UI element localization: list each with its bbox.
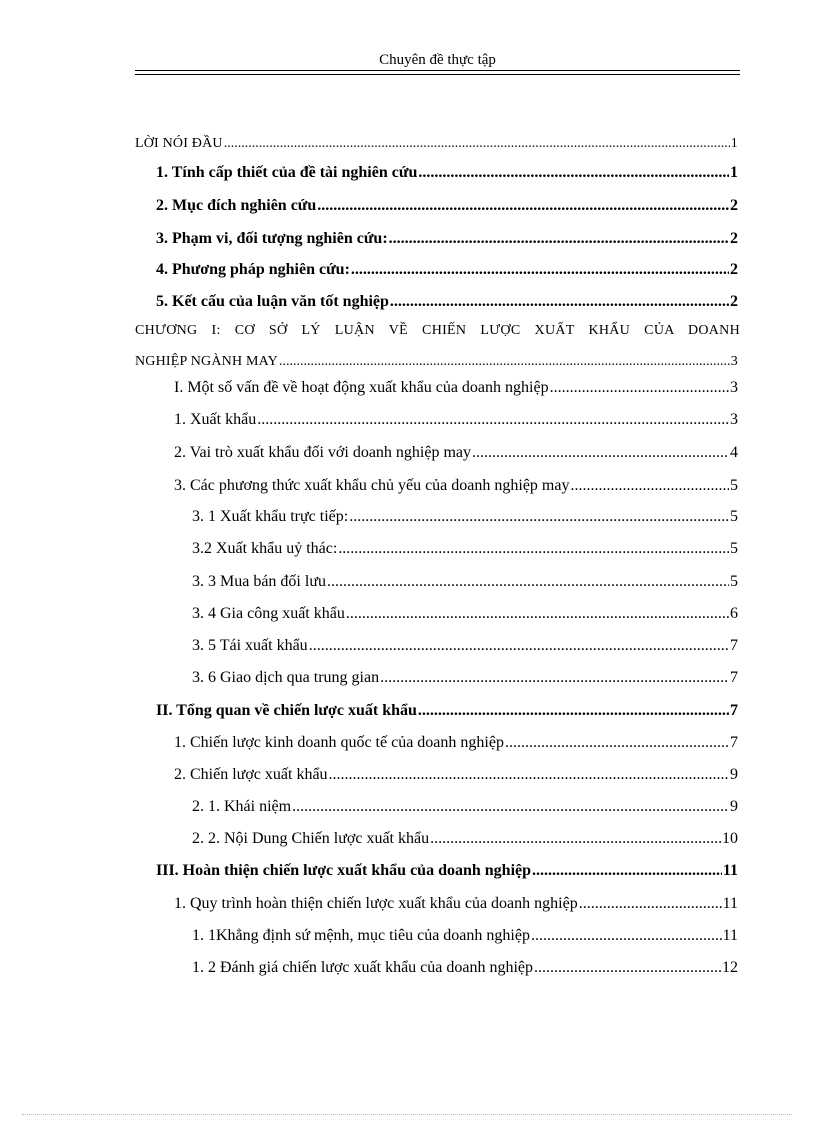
toc-leader-dots (380, 666, 729, 690)
toc-entry-page: 9 (730, 766, 738, 783)
toc-entry-page: 3 (730, 379, 738, 396)
toc-entry-title: 1. 1Khẳng định sứ mệnh, mục tiêu của doanh nghiệp (192, 927, 530, 944)
toc-leader-dots (346, 602, 729, 626)
toc-entry-title: 4. Phương pháp nghiên cứu: (156, 261, 350, 278)
toc-entry-title: 3. 3 Mua bán đối lưu (192, 573, 326, 590)
toc-entry-title: 5. Kết cấu của luận văn tốt nghiệp (156, 293, 389, 310)
toc-entry-page: 7 (730, 702, 738, 719)
toc-entry-1-3[interactable] (174, 474, 738, 498)
header-title: Chuyên đề thực tập (379, 52, 496, 68)
toc-entry-loi-noi-dau[interactable] (135, 132, 738, 156)
toc-leader-dots (329, 763, 729, 787)
toc-entry-page: 9 (730, 798, 738, 815)
toc-leader-dots (224, 132, 730, 156)
toc-entry-page: 7 (730, 637, 738, 654)
toc-entry-title: 1. Xuất khẩu (174, 411, 257, 428)
toc-entry-section-2[interactable] (156, 699, 738, 723)
toc-entry-title: II. Tổng quan về chiến lược xuất khẩu (156, 702, 417, 719)
toc-entry-page: 6 (730, 605, 738, 622)
toc-leader-dots (505, 731, 729, 755)
toc-entry-title: 1. 2 Đánh giá chiến lược xuất khẩu của doanh nghiệp (192, 959, 534, 976)
toc-entry-1-3-2[interactable] (192, 537, 738, 561)
toc-entry-title: LỜI NÓI ĐẦU (135, 136, 223, 151)
toc-leader-dots (349, 505, 729, 529)
toc-entry-title: 3. Các phương thức xuất khẩu chủ yếu của doanh nghiệp may (174, 477, 570, 494)
toc-entry-title: 2. Chiến lược xuất khẩu (174, 766, 328, 783)
toc-entry-page: 1 (730, 136, 738, 151)
toc-entry-title: 3. 4 Gia công xuất khẩu (192, 605, 345, 622)
toc-entry-page: 5 (730, 573, 738, 590)
toc-entry-page: 5 (730, 540, 738, 557)
toc-entry-title: 3. 5 Tái xuất khẩu (192, 637, 308, 654)
toc-entry-2-2[interactable] (174, 763, 738, 787)
toc-leader-dots (418, 699, 729, 723)
toc-entry-page: 12 (722, 959, 738, 976)
toc-entry-page: 11 (722, 862, 738, 879)
toc-leader-dots (472, 441, 729, 465)
toc-entry-title: 2. 2. Nội Dung Chiến lược xuất khẩu (192, 830, 430, 847)
toc-entry-1-3-6[interactable] (192, 666, 738, 690)
toc-entry-section-3[interactable] (156, 859, 738, 883)
toc-entry-page: 4 (730, 444, 738, 461)
toc-entry-title: 2. Mục đích nghiên cứu (156, 197, 317, 214)
toc-leader-dots (570, 474, 729, 498)
toc-leader-dots (579, 892, 722, 916)
toc-entry-title: 3.2 Xuất khẩu uỷ thác: (192, 540, 338, 557)
toc-entry-title: 3. 6 Giao dịch qua trung gian (192, 669, 380, 686)
toc-entry-page: 11 (722, 895, 738, 912)
toc-entry-1-1[interactable] (174, 408, 738, 432)
toc-leader-dots (532, 859, 722, 883)
toc-entry-intro-2[interactable] (156, 194, 738, 218)
toc-entry-intro-3[interactable] (156, 227, 738, 251)
toc-entry-intro-4[interactable] (156, 258, 738, 282)
toc-entry-title: I. Một số vấn đề về hoạt động xuất khẩu của doanh nghiệp (174, 379, 549, 396)
toc-entry-3-1[interactable] (174, 892, 738, 916)
toc-entry-3-1-1[interactable] (192, 924, 738, 948)
toc-entry-intro-1[interactable] (156, 161, 738, 185)
toc-entry-2-1[interactable] (174, 731, 738, 755)
page-footer-border (22, 1114, 792, 1115)
toc-entry-page: 2 (730, 230, 738, 247)
toc-leader-dots (531, 924, 722, 948)
toc-entry-page: 2 (730, 197, 738, 214)
toc-entry-page: 10 (722, 830, 738, 847)
toc-leader-dots (338, 537, 729, 561)
toc-entry-title: 3. Phạm vi, đối tượng nghiên cứu: (156, 230, 388, 247)
toc-entry-page: 7 (730, 669, 738, 686)
toc-chapter1-line1[interactable]: CHƯƠNG I: CƠ SỞ LÝ LUẬN VỀ CHIẾN LƯỢC XUẤT KHẨU CỦA DOANH (135, 323, 740, 338)
toc-leader-dots (351, 258, 729, 282)
toc-entry-title: 2. 1. Khái niệm (192, 798, 292, 815)
toc-entry-title: 1. Chiến lược kinh doanh quốc tế của doanh nghiệp (174, 734, 504, 751)
toc-entry-title: 3. 1 Xuất khẩu trực tiếp: (192, 508, 349, 525)
toc-leader-dots (550, 376, 729, 400)
toc-entry-page: 7 (730, 734, 738, 751)
toc-entry-page: 3 (730, 411, 738, 428)
toc-entry-title: 2. Vai trò xuất khẩu đối với doanh nghiệp may (174, 444, 472, 461)
toc-entry-page: 2 (730, 293, 738, 310)
toc-entry-page: 11 (722, 927, 738, 944)
toc-leader-dots (257, 408, 729, 432)
toc-leader-dots (309, 634, 729, 658)
toc-leader-dots (279, 350, 730, 374)
toc-entry-1-3-5[interactable] (192, 634, 738, 658)
toc-entry-intro-5[interactable] (156, 290, 738, 314)
toc-entry-1-3-1[interactable] (192, 505, 738, 529)
toc-entry-page: 2 (730, 261, 738, 278)
toc-entry-2-2-2[interactable] (192, 827, 738, 851)
toc-leader-dots (389, 227, 729, 251)
toc-entry-title: III. Hoàn thiện chiến lược xuất khẩu của doanh nghiệp (156, 862, 532, 879)
toc-entry-title: 1. Tính cấp thiết của đề tài nghiên cứu (156, 164, 418, 181)
toc-leader-dots (418, 161, 729, 185)
toc-entry-2-2-1[interactable] (192, 795, 738, 819)
toc-entry-title: NGHIỆP NGÀNH MAY (135, 354, 278, 369)
toc-entry-title: 1. Quy trình hoàn thiện chiến lược xuất khẩu của doanh nghiệp (174, 895, 578, 912)
toc-entry-1-3-4[interactable] (192, 602, 738, 626)
toc-entry-chapter1[interactable] (135, 350, 738, 374)
toc-entry-section-1[interactable] (174, 376, 738, 400)
toc-entry-page: 5 (730, 508, 738, 525)
toc-entry-1-2[interactable] (174, 441, 738, 465)
toc-leader-dots (430, 827, 721, 851)
toc-entry-page: 1 (730, 164, 738, 181)
toc-leader-dots (317, 194, 729, 218)
toc-leader-dots (390, 290, 729, 314)
toc-entry-page: 3 (730, 354, 738, 369)
toc-entry-1-3-3[interactable] (192, 570, 738, 594)
toc-leader-dots (534, 956, 721, 980)
toc-leader-dots (327, 570, 729, 594)
toc-entry-page: 5 (730, 477, 738, 494)
toc-leader-dots (292, 795, 729, 819)
toc-entry-3-1-2[interactable] (192, 956, 738, 980)
